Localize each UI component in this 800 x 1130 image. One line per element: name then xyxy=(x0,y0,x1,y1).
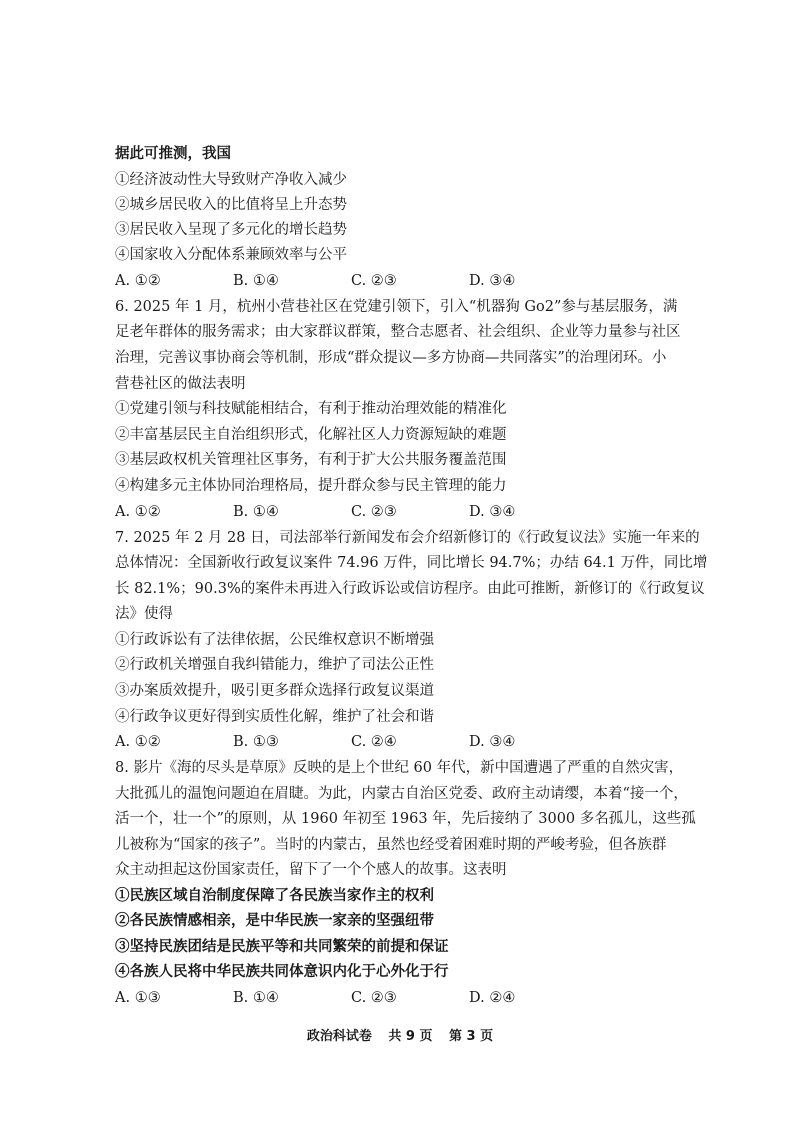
q6-option-c: C. ②③ xyxy=(351,504,397,520)
q5-statement-4: ④国家收入分配体系兼顾效率与公平 xyxy=(115,247,347,263)
q7-option-b: B. ①③ xyxy=(233,734,279,750)
q8-stem-line-3: 活一个，壮一个”的原则，从 1960 年初至 1963 年，先后接纳了 3000 多名孤儿，这些孤 xyxy=(115,811,696,827)
q7-option-c: C. ②④ xyxy=(351,734,397,750)
q8-statement-3: ③坚持民族团结是民族平等和共同繁荣的前提和保证 xyxy=(115,938,449,955)
q5-option-b: B. ①④ xyxy=(233,273,279,289)
q8-statement-1: ①民族区域自治制度保障了各民族当家作主的权利 xyxy=(115,887,434,904)
q7-option-a: A. ①② xyxy=(115,734,161,750)
q5-statement-3: ③居民收入呈现了多元化的增长趋势 xyxy=(115,222,347,238)
q6-option-b: B. ①④ xyxy=(233,504,279,520)
q7-option-d: D. ③④ xyxy=(469,734,516,750)
q7-stem-line-2: 总体情况：全国新收行政复议案件 74.96 万件，同比增长 94.7%；办结 64.1 万件，同比增 xyxy=(115,555,708,571)
footer-total-pages: 共 9 页 xyxy=(388,1029,433,1044)
q5-statement-1: ①经济波动性大导致财产净收入减少 xyxy=(115,172,347,188)
q6-statement-2: ②丰富基层民主自治组织形式，化解社区人力资源短缺的难题 xyxy=(115,427,507,443)
q6-option-d: D. ③④ xyxy=(469,504,516,520)
q7-statement-3: ③办案质效提升，吸引更多群众选择行政复议渠道 xyxy=(115,683,434,699)
q8-option-d: D. ②④ xyxy=(469,990,516,1006)
q5-option-c: C. ②③ xyxy=(351,273,397,289)
footer-subject: 政治科试卷 xyxy=(306,1029,372,1044)
q6-statement-3: ③基层政权机关管理社区事务，有利于扩大公共服务覆盖范围 xyxy=(115,452,507,468)
q8-stem-line-5: 众主动担起这份国家责任，留下了一个个感人的故事。这表明 xyxy=(115,862,507,878)
q6-stem-line-1: 6. 2025 年 1 月，杭州小营巷社区在党建引领下，引入“机器狗 Go2”参与基层服务，满 xyxy=(115,299,678,315)
q8-stem-line-4: 儿被称为“国家的孩子”。当时的内蒙古，虽然也经受着困难时期的严峻考验，但各族群 xyxy=(115,837,667,853)
q5-option-a: A. ①② xyxy=(115,273,161,289)
q6-stem-line-3: 治理，完善议事协商会等机制，形成“群众提议—多方协商—共同落实”的治理闭环。小 xyxy=(115,350,667,366)
q7-stem-line-4: 法》使得 xyxy=(115,606,173,622)
q8-stem-line-1: 8. 影片《海的尽头是草原》反映的是上个世纪 60 年代，新中国遭遇了严重的自然灾害， xyxy=(115,760,684,776)
q5-stem: 据此可推测，我国 xyxy=(115,145,231,162)
q6-option-a: A. ①② xyxy=(115,504,161,520)
q6-stem-line-4: 营巷社区的做法表明 xyxy=(115,376,246,392)
q5-option-d: D. ③④ xyxy=(469,273,516,289)
q8-option-b: B. ①④ xyxy=(233,990,279,1006)
q6-statement-4: ④构建多元主体协同治理格局，提升群众参与民主管理的能力 xyxy=(115,478,507,494)
q8-statement-2: ②各民族情感相亲，是中华民族一家亲的坚强纽带 xyxy=(115,912,434,929)
q8-stem-line-2: 大批孤儿的温饱问题迫在眉睫。为此，内蒙古自治区党委、政府主动请缨，本着“接一个， xyxy=(115,786,688,802)
q6-statement-1: ①党建引领与科技赋能相结合，有利于推动治理效能的精准化 xyxy=(115,401,507,417)
q7-statement-4: ④行政争议更好得到实质性化解，维护了社会和谐 xyxy=(115,709,434,725)
q8-statement-4: ④各族人民将中华民族共同体意识内化于心外化于行 xyxy=(115,963,449,980)
page-footer xyxy=(0,1025,800,1044)
q7-statement-2: ②行政机关增强自我纠错能力，维护了司法公正性 xyxy=(115,657,434,673)
q7-statement-1: ①行政诉讼有了法律依据，公民维权意识不断增强 xyxy=(115,632,434,648)
q7-stem-line-3: 长 82.1%；90.3%的案件未再进入行政诉讼或信访程序。由此可推断，新修订的《行政复议 xyxy=(115,581,705,597)
q8-option-a: A. ①③ xyxy=(115,990,161,1006)
q6-stem-line-2: 足老年群体的服务需求；由大家群议群策，整合志愿者、社会组织、企业等力量参与社区 xyxy=(115,324,681,340)
q8-option-c: C. ②③ xyxy=(351,990,397,1006)
footer-current-page: 第 3 页 xyxy=(449,1029,494,1044)
q5-statement-2: ②城乡居民收入的比值将呈上升态势 xyxy=(115,197,347,213)
q7-stem-line-1: 7. 2025 年 2 月 28 日，司法部举行新闻发布会介绍新修订的《行政复议法》实施一年来的 xyxy=(115,530,700,546)
